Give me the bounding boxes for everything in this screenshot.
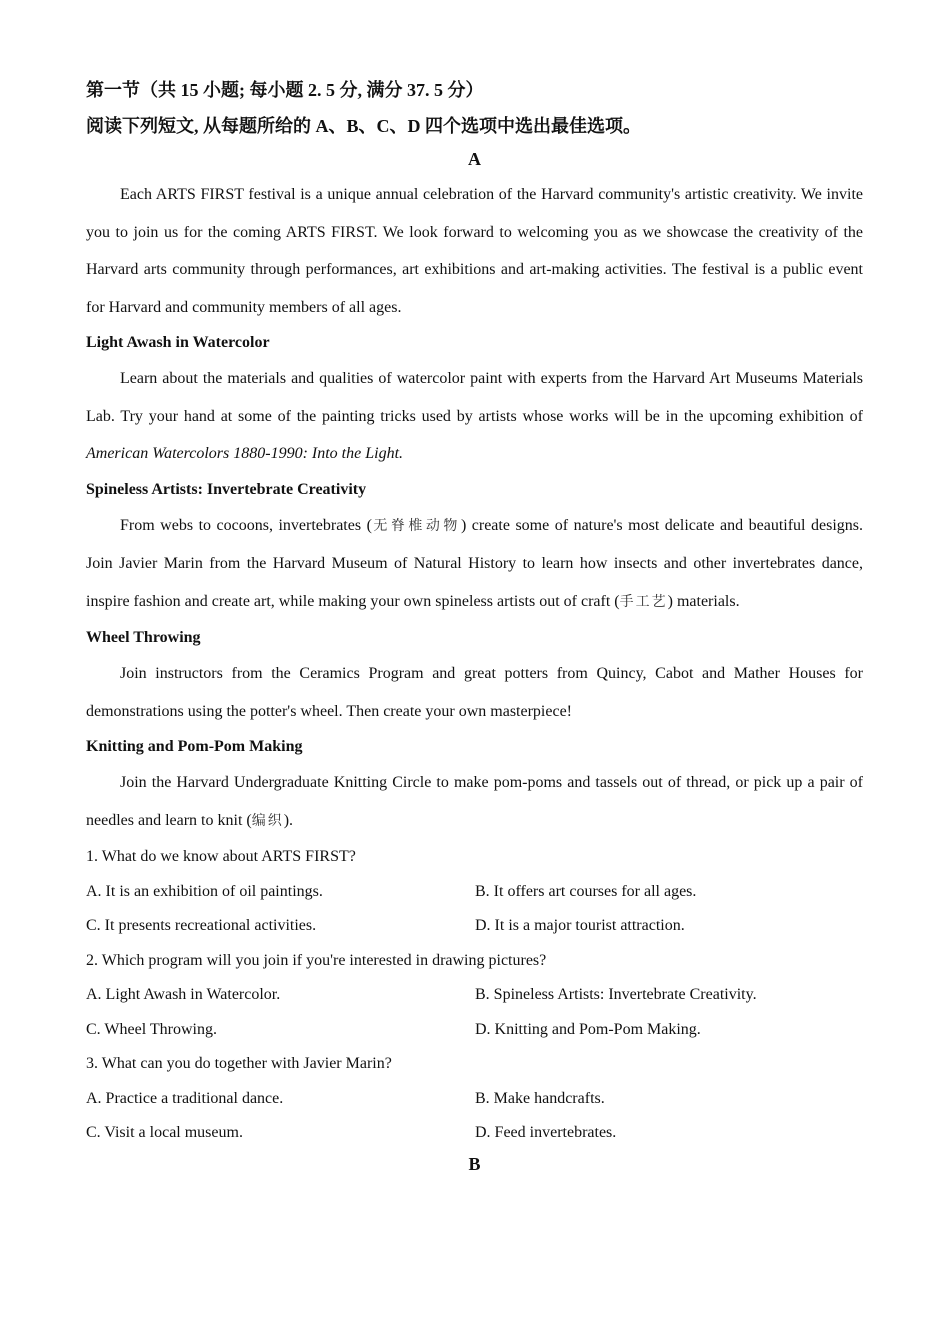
option-3b[interactable]: B. Make handcrafts.: [475, 1089, 605, 1107]
option-3d[interactable]: D. Feed invertebrates.: [475, 1124, 617, 1141]
question-1-options: [86, 875, 863, 944]
heading-spineless-artists: Spineless Artists: Invertebrate Creativity: [86, 480, 367, 498]
heading-watercolor: Light Awash in Watercolor: [86, 334, 270, 351]
exhibition-title: American Watercolors 1880-1990: Into the Light.: [86, 445, 404, 462]
instruction: 阅读下列短文, 从每题所给的 A、B、C、D 四个选项中选出最佳选项。: [86, 116, 641, 136]
question-2: 2. Which program will you join if you're interested in drawing pictures?: [86, 951, 547, 969]
option-3c[interactable]: C. Visit a local museum.: [86, 1124, 243, 1141]
paragraph-spineless-artists: From webs to cocoons, invertebrates (无脊椎动物) create some of nature's most delicate and beautiful designs. Join Javier Marin from the Harvard Museum of Natural History to learn how insects and other invertebrates dance, inspire fashion and create art, while making your own spineless artists out of craft (手工艺) materials.: [86, 516, 863, 610]
heading-knitting: Knitting and Pom-Pom Making: [86, 738, 303, 755]
exam-page: [86, 76, 863, 1181]
passage-b-letter: B: [468, 1153, 481, 1174]
passage-a-letter: A: [468, 149, 481, 169]
section-title: 第一节（共 15 小题; 每小题 2. 5 分, 满分 37. 5 分）: [86, 80, 484, 100]
option-1a[interactable]: A. It is an exhibition of oil paintings.: [86, 882, 323, 900]
paragraph-watercolor: Learn about the materials and qualities of watercolor paint with experts from the Harvard Art Museums Materials Lab. Try your hand at some of the painting tricks used by artists whose works will be in the upcoming exhibition of American Watercolors 1880-1990: Into the Light.: [86, 370, 863, 462]
paragraph-wheel-throwing: Join instructors from the Ceramics Program and great potters from Quincy, Cabot and Mather Houses for demonstrations using the potter's wheel. Then create your own masterpiece!: [86, 665, 863, 720]
paragraph-knitting: Join the Harvard Undergraduate Knitting Circle to make pom-poms and tassels out of thread, or pick up a pair of needles and learn to knit (编织).: [86, 774, 863, 829]
question-3: 3. What can you do together with Javier Marin?: [86, 1055, 392, 1072]
passage-a-intro: Each ARTS FIRST festival is a unique annual celebration of the Harvard community's artistic creativity. We invite you to join us for the coming ARTS FIRST. We look forward to welcoming you as we showcase the creativity of the Harvard arts community through performances, art exhibitions and art-making activities. The festival is a public event for Harvard and community members of all ages.: [86, 186, 863, 316]
heading-wheel-throwing: Wheel Throwing: [86, 629, 201, 646]
option-2a[interactable]: A. Light Awash in Watercolor.: [86, 986, 281, 1003]
option-3a[interactable]: A. Practice a traditional dance.: [86, 1089, 284, 1107]
question-3-options: [86, 1082, 863, 1151]
option-1c[interactable]: C. It presents recreational activities.: [86, 917, 317, 934]
gloss-knit: 编织: [251, 812, 284, 829]
gloss-invertebrates: 无脊椎动物: [371, 517, 461, 534]
option-1b[interactable]: B. It offers art courses for all ages.: [475, 882, 697, 900]
option-2b[interactable]: B. Spineless Artists: Invertebrate Creativity.: [475, 986, 757, 1003]
question-1: 1. What do we know about ARTS FIRST?: [86, 848, 356, 865]
option-2c[interactable]: C. Wheel Throwing.: [86, 1020, 217, 1038]
option-2d[interactable]: D. Knitting and Pom-Pom Making.: [475, 1020, 701, 1038]
question-2-options: [86, 978, 863, 1047]
option-1d[interactable]: D. It is a major tourist attraction.: [475, 917, 685, 934]
gloss-craft: 手工艺: [619, 593, 668, 610]
